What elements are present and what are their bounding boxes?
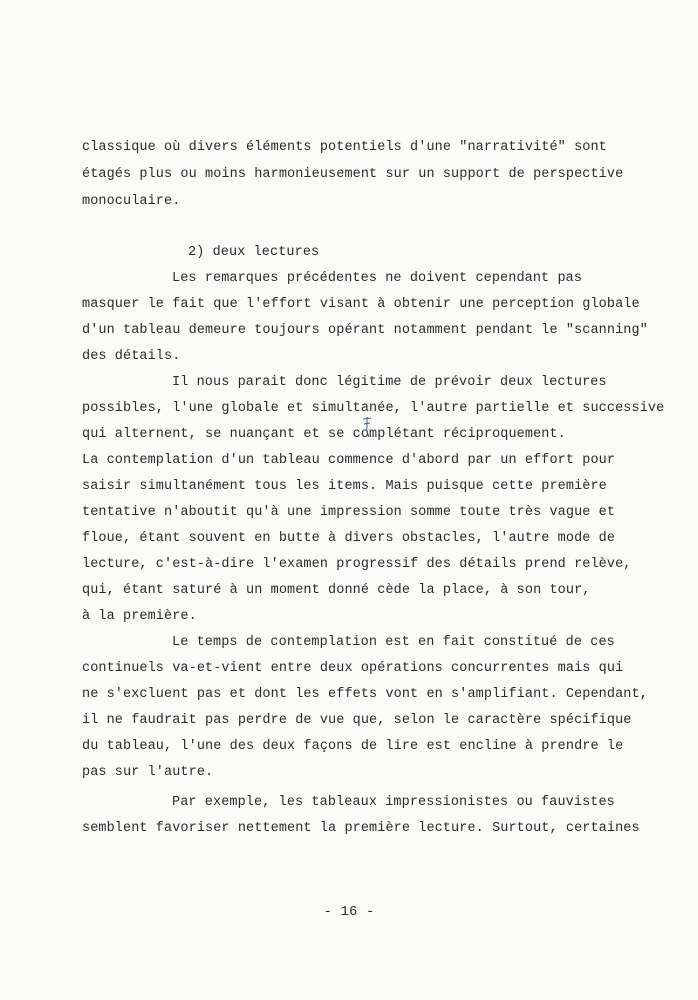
text-line-20: continuels va-et-vient entre deux opérations concurrentes mais qui [82,661,624,676]
text-line-1: classique où divers éléments potentiels d'une "narrativité" sont [82,140,607,155]
text-line-12: La contemplation d'un tableau commence d'abord par un effort pour [82,453,616,468]
text-line-10: possibles, l'une globale et simultanée, l'autre partielle et successive [82,401,665,416]
page-number: - 16 - [323,904,375,920]
text-line-26: semblent favoriser nettement la première lecture. Surtout, certaines [82,821,640,836]
text-line-14: tentative n'aboutit qu'à une impression somme toute très vague et [82,505,616,520]
text-line-24: pas sur l'autre. [82,765,214,780]
text-line-13: saisir simultanément tous les items. Mais puisque cette première [82,479,607,494]
text-line-25: Par exemple, les tableaux impressionistes ou fauvistes [172,795,615,810]
text-line-22: il ne faudrait pas perdre de vue que, selon le caractère spécifique [82,713,632,728]
text-line-9: Il nous parait donc légitime de prévoir deux lectures [172,375,607,390]
text-line-17: qui, étant saturé à un moment donné cède la place, à son tour, [82,583,591,598]
text-line-6: masquer le fait que l'effort visant à obtenir une perception globale [82,297,640,312]
text-line-3: monoculaire. [82,194,181,209]
text-line-21: ne s'excluent pas et dont les effets vont en s'amplifiant. Cependant, [82,687,648,702]
text-line-23: du tableau, l'une des deux façons de lire est encline à prendre le [82,739,624,754]
text-line-8: des détails. [82,349,181,364]
text-line-2: étagés plus ou moins harmonieusement sur un support de perspective [82,167,624,182]
text-line-15: floue, étant souvent en butte à divers obstacles, l'autre mode de [82,531,616,546]
text-line-7: d'un tableau demeure toujours opérant notamment pendant le "scanning" [82,323,648,338]
text-line-5: Les remarques précédentes ne doivent cependant pas [172,271,583,286]
text-line-11: qui alternent, se nuançant et se complétant réciproquement. [82,427,566,442]
section-heading: 2) deux lectures [188,245,320,260]
text-line-18: à la première. [82,609,197,624]
text-line-19: Le temps de contemplation est en fait constitué de ces [172,635,615,650]
text-line-16: lecture, c'est-à-dire l'examen progressif des détails prend relève, [82,557,632,572]
